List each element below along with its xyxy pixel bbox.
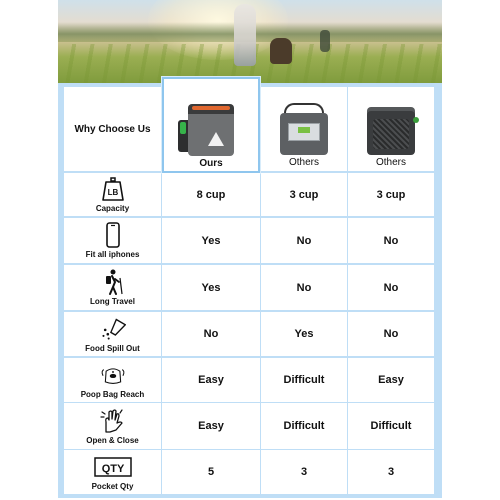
row-label-iphones	[64, 218, 161, 263]
other-1-column-label: Others	[288, 157, 319, 168]
ours-bag-image	[178, 100, 244, 156]
value-ours-long-travel: Yes	[162, 265, 260, 310]
other-bag-2-image	[361, 103, 421, 155]
row-label-text: Long Travel	[90, 297, 135, 306]
row-label-poop-bag	[64, 358, 161, 402]
row-label-capacity	[64, 173, 161, 216]
row-label-food-spill	[64, 312, 161, 356]
phone-icon	[100, 222, 126, 248]
row-label-text: Pocket Qty	[91, 481, 134, 491]
value-other2-pocket-qty: 3	[348, 450, 434, 494]
header-other-1	[261, 87, 347, 171]
value-ours-poop-bag: Easy	[162, 358, 260, 402]
spilling-cup-icon	[100, 316, 126, 342]
value-other1-open-close: Difficult	[261, 403, 347, 449]
svg-text:QTY: QTY	[101, 462, 124, 475]
header-other-2	[348, 87, 434, 171]
header-ours	[162, 77, 260, 173]
value-ours-iphones: Yes	[162, 218, 260, 263]
svg-text:LB: LB	[107, 188, 118, 197]
qty-box-icon	[93, 454, 133, 480]
row-label-text: Food Spill Out	[85, 343, 140, 353]
poop-bag-icon	[100, 362, 126, 388]
other-2-column-label: Others	[375, 157, 406, 168]
why-choose-us-cell	[64, 87, 161, 171]
other-bag-1-image	[274, 103, 334, 155]
comparison-table	[58, 83, 442, 498]
value-other2-food-spill: No	[348, 312, 434, 356]
row-label-text: Fit all iphones	[85, 250, 140, 259]
value-other1-long-travel: No	[261, 265, 347, 310]
value-other2-long-travel: No	[348, 265, 434, 310]
row-label-open-close	[64, 403, 161, 449]
distant-person-figure	[320, 30, 330, 52]
value-other1-pocket-qty: 3	[261, 450, 347, 494]
row-label-long-travel	[64, 265, 161, 310]
dog-figure	[270, 38, 292, 64]
value-other2-capacity: 3 cup	[348, 173, 434, 216]
value-ours-capacity: 8 cup	[162, 173, 260, 216]
value-other1-poop-bag: Difficult	[261, 358, 347, 402]
value-other2-iphones: No	[348, 218, 434, 263]
row-label-text: Open & Close	[86, 435, 139, 445]
value-other2-open-close: Difficult	[348, 403, 434, 449]
value-ours-pocket-qty: 5	[162, 450, 260, 494]
hand-gesture-icon	[100, 408, 126, 434]
hero-photo	[58, 0, 442, 84]
value-other1-iphones: No	[261, 218, 347, 263]
hiker-icon	[100, 269, 126, 295]
value-ours-food-spill: No	[162, 312, 260, 356]
ours-column-label: Ours	[199, 158, 223, 169]
why-choose-us-label: Why Choose Us	[74, 123, 151, 135]
lb-weight-icon	[100, 176, 126, 202]
row-label-text: Capacity	[95, 204, 130, 213]
running-girl-figure	[234, 4, 256, 66]
value-other1-capacity: 3 cup	[261, 173, 347, 216]
row-label-text: Poop Bag Reach	[80, 389, 145, 399]
value-ours-open-close: Easy	[162, 403, 260, 449]
row-label-pocket-qty	[64, 450, 161, 494]
value-other1-food-spill: Yes	[261, 312, 347, 356]
value-other2-poop-bag: Easy	[348, 358, 434, 402]
